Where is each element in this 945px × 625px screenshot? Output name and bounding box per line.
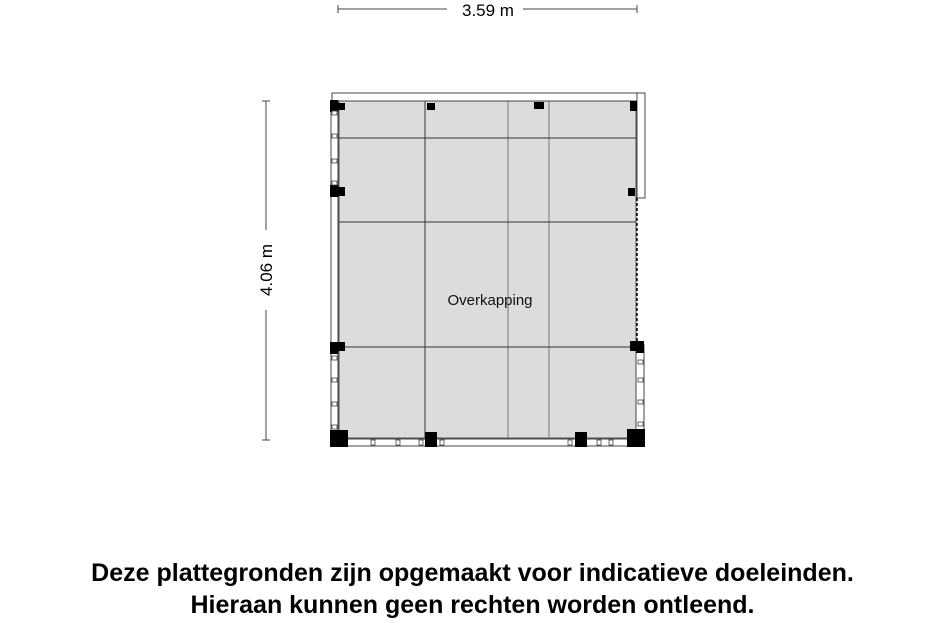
bottom-window-frame [338,439,636,446]
top-beam [332,93,637,101]
width-label: 3.59 m [462,1,514,20]
height-label: 4.06 m [257,244,276,296]
disclaimer-line-1: Deze plattegronden zijn opgemaakt voor indicatieve doeleinden. [91,559,854,587]
right-upper-wall [637,93,645,198]
disclaimer-line-2: Hieraan kunnen geen rechten worden ontleend. [190,591,755,619]
room-floor [339,101,636,438]
left-window-frame [331,101,338,441]
room-label: Overkapping [447,292,533,309]
